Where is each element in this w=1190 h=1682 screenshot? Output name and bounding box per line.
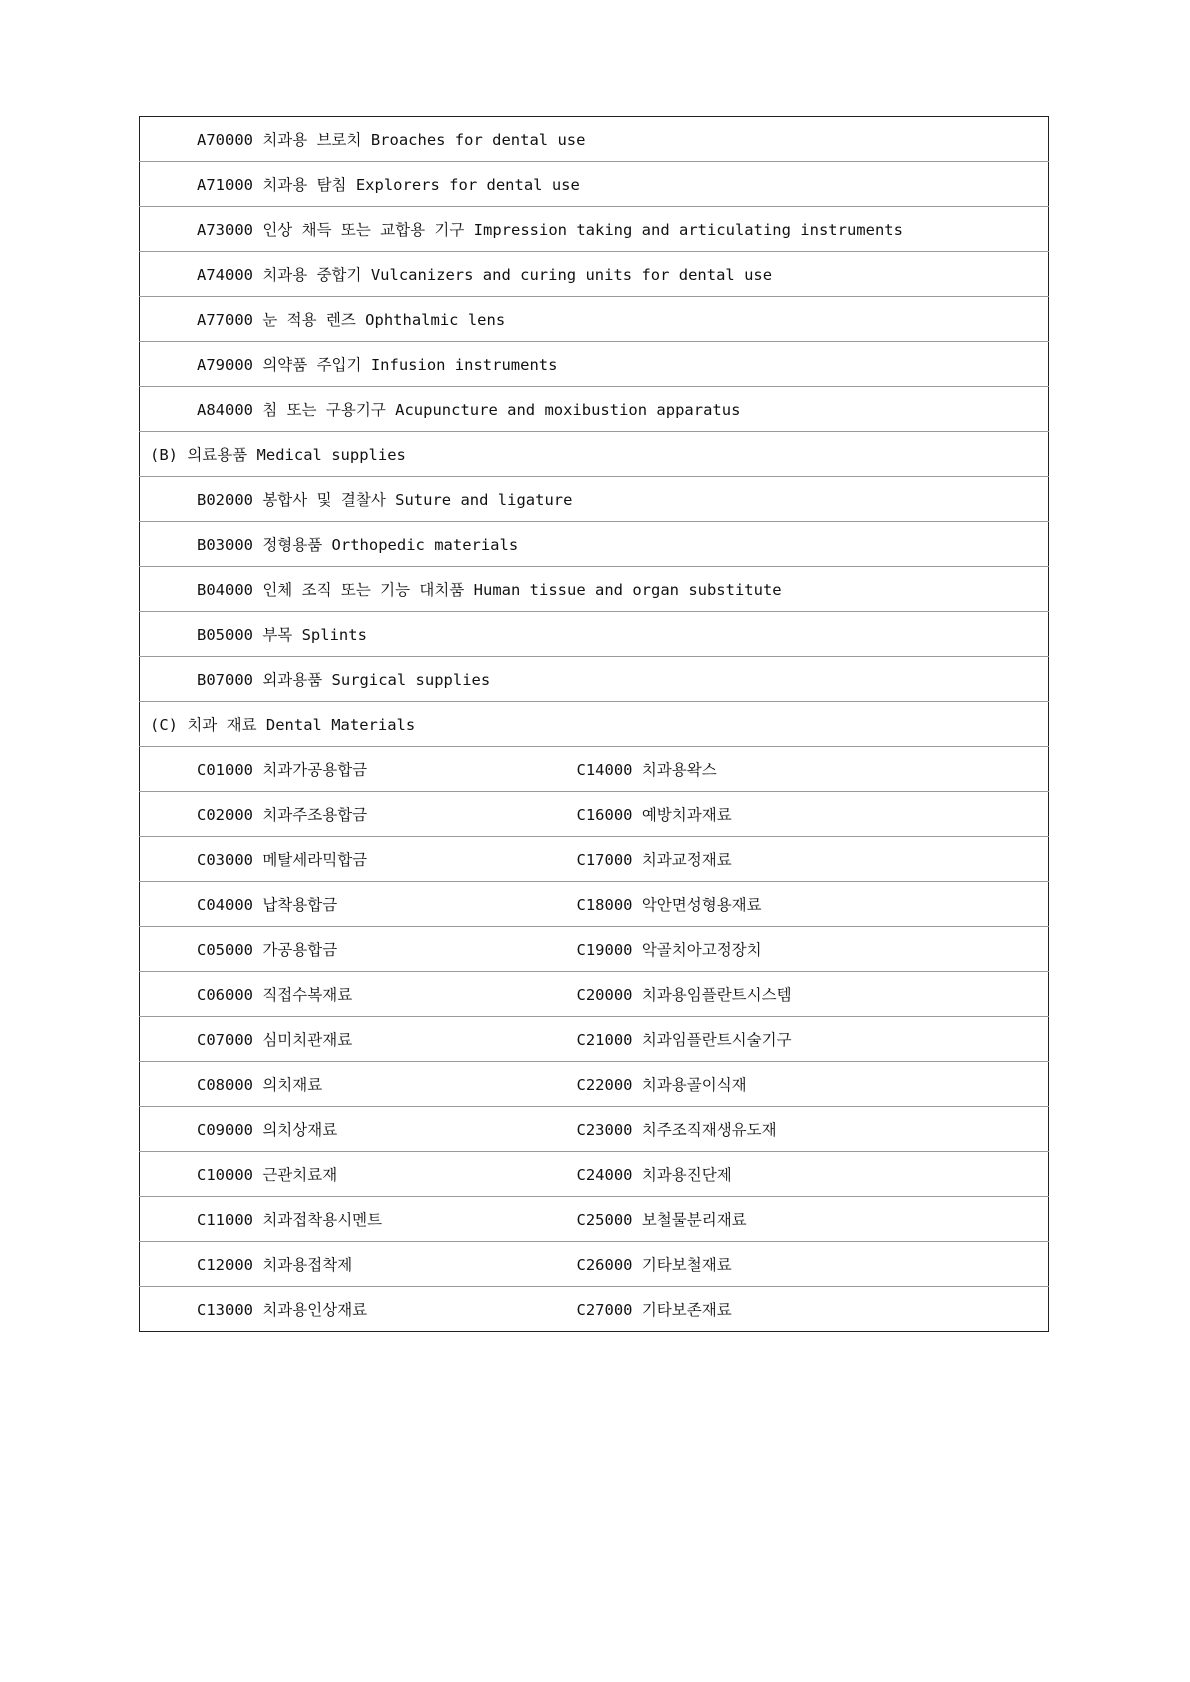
code-entry-left: C03000 메탈세라믹합금 [197,851,368,869]
table-row [140,477,1049,522]
section-header-row [140,432,1049,477]
code-entry: B04000 인체 조직 또는 기능 대치품 Human tissue and organ substitute [197,581,782,599]
code-entry: A77000 눈 적용 렌즈 Ophthalmic lens [197,311,506,329]
table-row [140,117,1049,162]
code-entry: B02000 봉합사 및 결찰사 Suture and ligature [197,491,573,509]
code-entry: B07000 외과용품 Surgical supplies [197,671,491,689]
table-row [140,927,1049,972]
code-entry-left: C06000 직접수복재료 [197,986,353,1004]
code-entry-left: C02000 치과주조용합금 [197,806,368,824]
code-entry-left: C04000 납착용합금 [197,896,338,914]
code-entry-left: C05000 가공용합금 [197,941,338,959]
table-row [140,1152,1049,1197]
code-entry-left: C01000 치과가공용합금 [197,761,368,779]
code-entry-right: C18000 악안면성형용재료 [576,896,762,914]
code-entry: A71000 치과용 탐침 Explorers for dental use [197,176,580,194]
table-row [140,1017,1049,1062]
table-row [140,972,1049,1017]
code-entry: A79000 의약품 주입기 Infusion instruments [197,356,558,374]
code-entry-left: C08000 의치재료 [197,1076,323,1094]
table-row [140,612,1049,657]
code-entry: B05000 부목 Splints [197,626,367,644]
code-entry-right: C25000 보철물분리재료 [576,1211,747,1229]
code-entry-left: C11000 치과접착용시멘트 [197,1211,383,1229]
code-entry-right: C19000 악골치아고정장치 [576,941,762,959]
code-entry: A84000 침 또는 구용기구 Acupuncture and moxibustion apparatus [197,401,741,419]
code-entry-left: C07000 심미치관재료 [197,1031,353,1049]
table-row [140,342,1049,387]
code-entry-right: C17000 치과교정재료 [576,851,732,869]
code-entry: A70000 치과용 브로치 Broaches for dental use [197,131,586,149]
code-entry: A73000 인상 채득 또는 교합용 기구 Impression taking and articulating instruments [197,221,903,239]
section-c-header: (C) 치과 재료 Dental Materials [150,716,416,734]
table-row [140,657,1049,702]
code-entry-left: C09000 의치상재료 [197,1121,338,1139]
table-row [140,252,1049,297]
table-row [140,567,1049,612]
table-row [140,1107,1049,1152]
table-row [140,1062,1049,1107]
table-row [140,522,1049,567]
table-row [140,1242,1049,1287]
section-header-row [140,702,1049,747]
table-row [140,1287,1049,1332]
code-entry-left: C10000 근관치료재 [197,1166,338,1184]
code-entry-right: C21000 치과임플란트시술기구 [576,1031,792,1049]
code-entry-right: C27000 기타보존재료 [576,1301,732,1319]
code-entry-right: C22000 치과용골이식재 [576,1076,747,1094]
table-row [140,882,1049,927]
code-entry-right: C20000 치과용임플란트시스템 [576,986,792,1004]
section-b-header: (B) 의료용품 Medical supplies [150,446,406,464]
table-row [140,162,1049,207]
code-entry-right: C23000 치주조직재생유도재 [576,1121,777,1139]
code-entry: A74000 치과용 중합기 Vulcanizers and curing units for dental use [197,266,773,284]
table-row [140,837,1049,882]
table-row [140,1197,1049,1242]
code-entry-right: C24000 치과용진단제 [576,1166,732,1184]
code-entry: B03000 정형용품 Orthopedic materials [197,536,519,554]
code-entry-left: C13000 치과용인상재료 [197,1301,368,1319]
code-entry-left: C12000 치과용접착제 [197,1256,353,1274]
code-entry-right: C26000 기타보철재료 [576,1256,732,1274]
table-row [140,387,1049,432]
medical-device-code-table [139,116,1049,1332]
code-entry-right: C16000 예방치과재료 [576,806,732,824]
table-row [140,747,1049,792]
code-entry-right: C14000 치과용왁스 [576,761,717,779]
table-row [140,297,1049,342]
table-row [140,207,1049,252]
table-row [140,792,1049,837]
